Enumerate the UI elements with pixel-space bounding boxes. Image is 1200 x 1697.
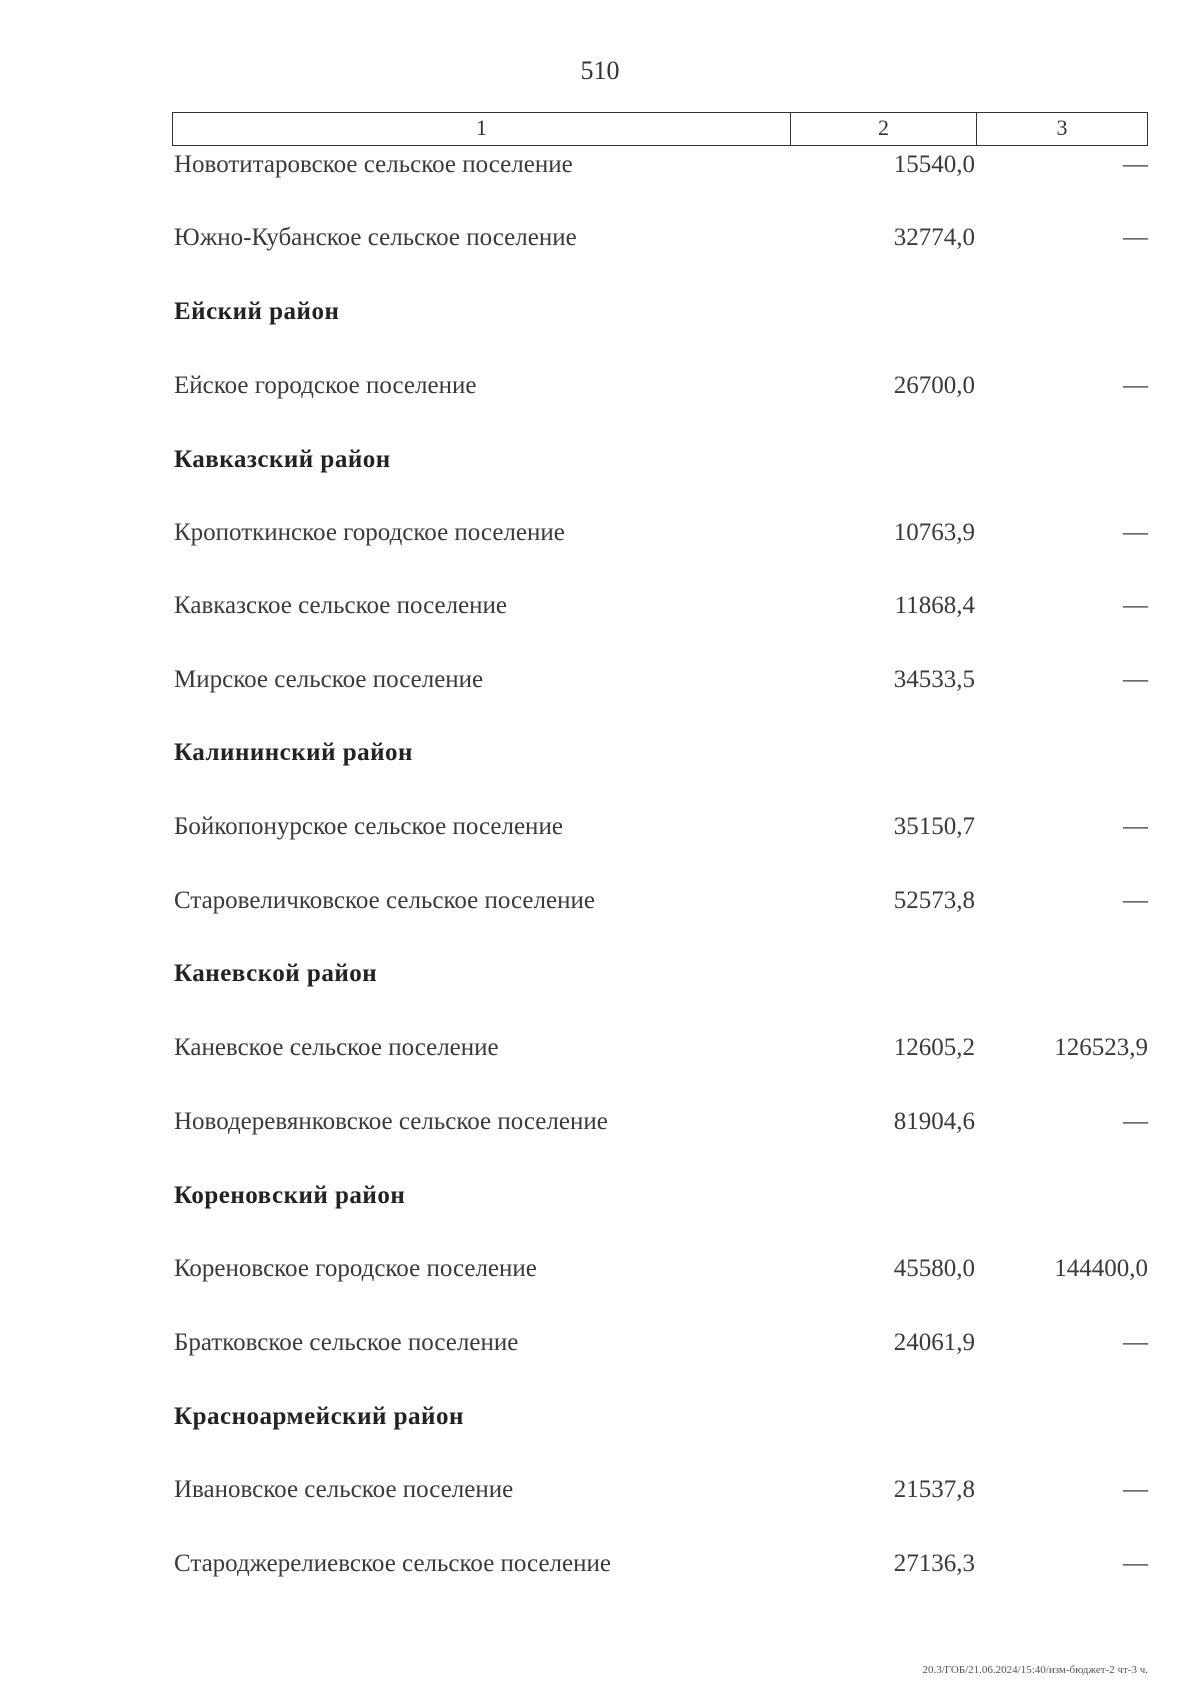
table-row xyxy=(0,366,1200,406)
column-2-value: 21537,8 xyxy=(893,1476,975,1503)
table-row xyxy=(0,807,1200,847)
column-header-1: 1 xyxy=(173,113,791,145)
district-heading-row xyxy=(0,733,1200,773)
settlement-name: Ейское городское поселение xyxy=(174,372,477,399)
document-footer-note: 20.3/ГОБ/21.06.2024/15:40/изм-бюджет-2 чт-3 ч. xyxy=(922,1664,1148,1676)
column-3-value: — xyxy=(1123,1329,1148,1356)
column-3-value: — xyxy=(1123,519,1148,546)
column-3-value: — xyxy=(1123,1108,1148,1135)
settlement-name: Мирское сельское поселение xyxy=(174,666,484,693)
settlement-name: Южно-Кубанское сельское поселение xyxy=(174,224,577,251)
column-3-value: — xyxy=(1123,813,1148,840)
table-row xyxy=(0,586,1200,626)
settlement-name: Кропоткинское городское поселение xyxy=(174,519,565,546)
district-heading-row xyxy=(0,954,1200,994)
table-row xyxy=(0,881,1200,921)
settlement-name: Каневское сельское поселение xyxy=(174,1034,499,1061)
settlement-name: Ивановское сельское поселение xyxy=(174,1476,514,1503)
table-row xyxy=(0,513,1200,553)
district-heading-row xyxy=(0,1176,1200,1216)
table-row xyxy=(0,1323,1200,1363)
column-3-value: — xyxy=(1123,151,1148,178)
column-2-value: 45580,0 xyxy=(893,1255,975,1282)
table-row xyxy=(0,1102,1200,1142)
settlement-name: Старовеличковское сельское поселение xyxy=(174,887,595,914)
column-2-value: 81904,6 xyxy=(893,1108,975,1135)
column-2-value: 35150,7 xyxy=(893,813,975,840)
table-row xyxy=(0,145,1200,185)
table-row xyxy=(0,1544,1200,1584)
district-name: Ейский район xyxy=(174,298,340,325)
column-3-value: — xyxy=(1123,372,1148,399)
district-name: Калининский район xyxy=(174,739,413,766)
district-heading-row xyxy=(0,292,1200,332)
settlement-name: Новотитаровское сельское поселение xyxy=(174,151,573,178)
district-name: Кавказский район xyxy=(174,446,391,473)
column-2-value: 12605,2 xyxy=(893,1034,975,1061)
page-number: 510 xyxy=(580,56,620,85)
column-header-3: 3 xyxy=(1056,115,1068,140)
column-3-value: — xyxy=(1123,592,1148,619)
column-3-value: 144400,0 xyxy=(1054,1255,1148,1282)
table-row xyxy=(0,1470,1200,1510)
column-3-value: — xyxy=(1123,887,1148,914)
settlement-name: Староджерелиевское сельское поселение xyxy=(174,1550,611,1577)
column-2-value: 26700,0 xyxy=(893,372,975,399)
column-3-value: 126523,9 xyxy=(1054,1034,1148,1061)
settlement-name: Новодеревянковское сельское поселение xyxy=(174,1108,608,1135)
district-name: Каневской район xyxy=(174,960,378,987)
settlement-name: Кореновское городское поселение xyxy=(174,1255,537,1282)
column-2-value: 11868,4 xyxy=(894,592,975,619)
column-2-value: 32774,0 xyxy=(893,224,975,251)
settlement-name: Бойкопонурское сельское поселение xyxy=(174,813,563,840)
column-2-value: 27136,3 xyxy=(893,1550,975,1577)
district-name: Красноармейский район xyxy=(174,1403,464,1430)
column-2-value: 10763,9 xyxy=(893,519,975,546)
table-row xyxy=(0,1028,1200,1068)
settlement-name: Кавказское сельское поселение xyxy=(174,592,508,619)
table-row xyxy=(0,660,1200,700)
column-2-value: 52573,8 xyxy=(893,887,975,914)
column-2-value: 24061,9 xyxy=(893,1329,975,1356)
column-header-2: 2 xyxy=(791,113,977,145)
table-row xyxy=(0,218,1200,258)
district-heading-row xyxy=(0,1397,1200,1437)
district-heading-row xyxy=(0,440,1200,480)
district-name: Кореновский район xyxy=(174,1182,406,1209)
column-2-value: 15540,0 xyxy=(893,151,975,178)
table-row xyxy=(0,1249,1200,1289)
column-2-value: 34533,5 xyxy=(893,666,975,693)
column-3-value: — xyxy=(1123,1476,1148,1503)
column-3-value: — xyxy=(1123,666,1148,693)
settlement-name: Братковское сельское поселение xyxy=(174,1329,519,1356)
column-3-value: — xyxy=(1123,224,1148,251)
column-3-value: — xyxy=(1123,1550,1148,1577)
